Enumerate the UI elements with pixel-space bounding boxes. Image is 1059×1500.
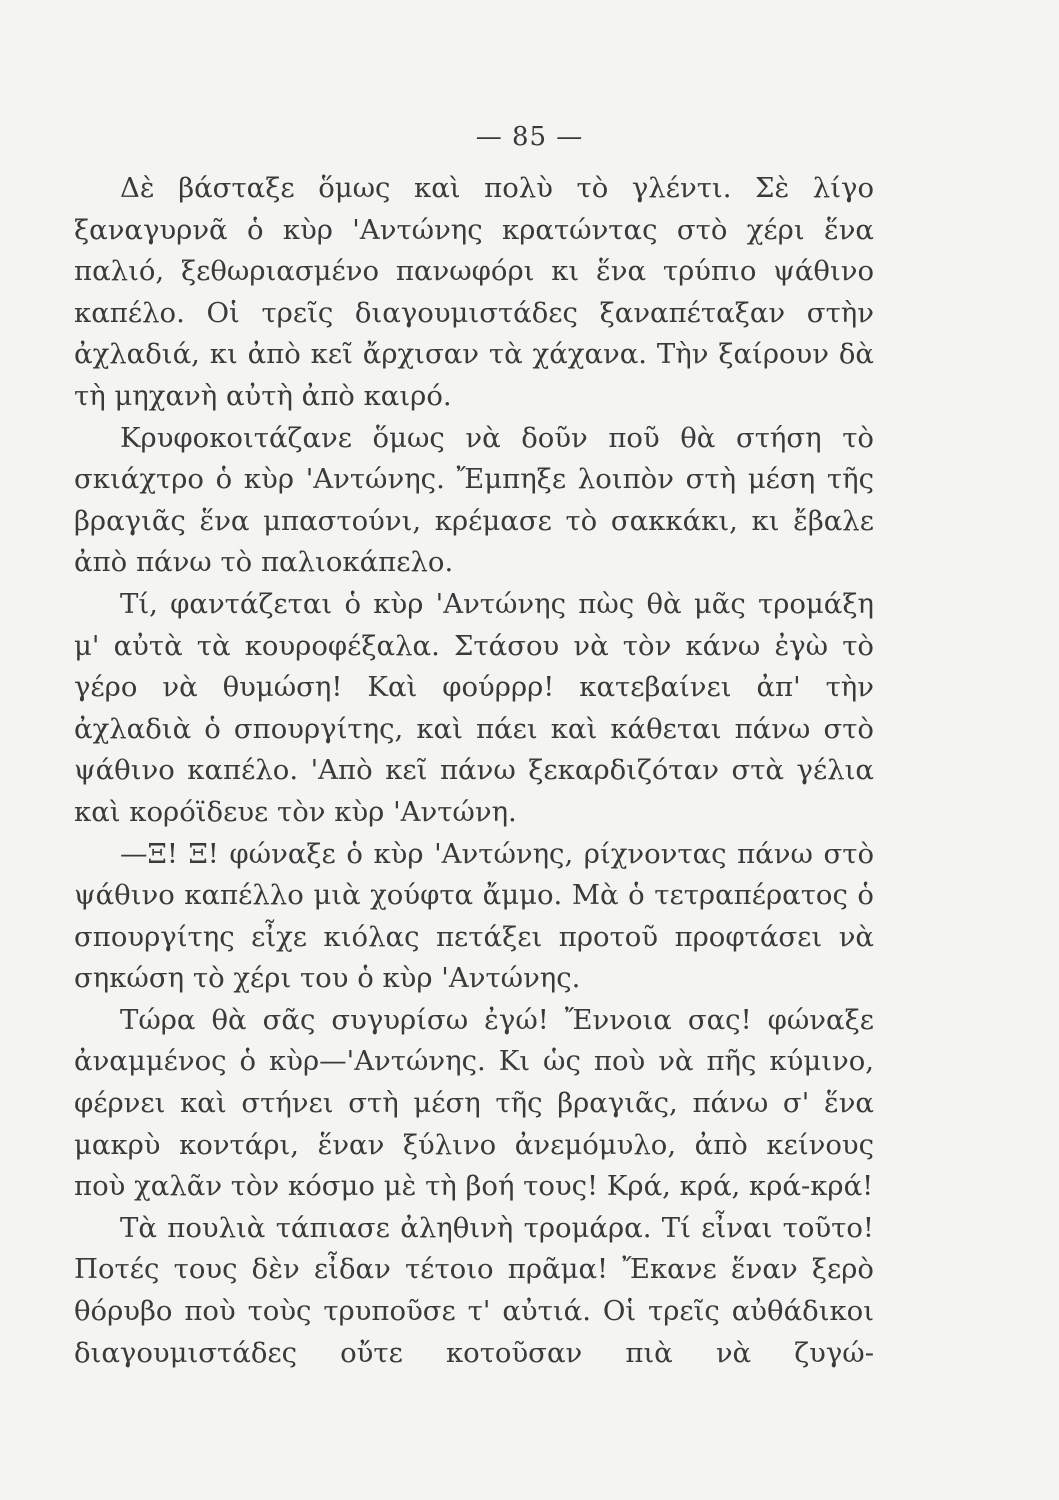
paragraph: Τί, φαντάζεται ὁ κὺρ 'Αντώνης πὼς θὰ μᾶς τρομάξη μ' αὐτὰ τὰ κουροφέξαλα. Στάσου νὰ τὸν κάνω ἐγὼ τὸ γέρο νὰ θυμώση! Καὶ φούρρρ! κατεβαίνει ἀπ' τὴν ἀχλαδιὰ ὁ σπουργίτης, καὶ πάει καὶ κάθεται πάνω στὸ ψάθινο καπέλο. 'Απὸ κεῖ πάνω ξεκαρδιζόταν στὰ γέλια καὶ κορόϊδευε τὸν κὺρ 'Αντώνη. [74, 587, 874, 828]
text-block [74, 168, 874, 1374]
paragraph: Κρυφοκοιτάζανε ὅμως νὰ δοῦν ποῦ θὰ στήση τὸ σκιάχτρο ὁ κὺρ 'Αντώνης. Ἔμπηξε λοιπὸν στὴ μέση τῆς βραγιᾶς ἕνα μπαστούνι, κρέμασε τὸ σακκάκι, κι ἔβαλε ἀπὸ πάνω τὸ παλιοκάπελο. [74, 421, 874, 579]
paragraph: Τώρα θὰ σᾶς συγυρίσω ἐγώ! Ἔννοια σας! φώναξε ἀναμμένος ὁ κὺρ—'Αντώνης. Κι ὡς ποὺ νὰ πῆς κύμινο, φέρνει καὶ στήνει στὴ μέση τῆς βραγιᾶς, πάνω σ' ἕνα μακρὺ κοντάρι, ἕναν ξύλινο ἀνεμόμυλο, ἀπὸ κείνους ποὺ χαλᾶν τὸν κόσμο μὲ τὴ βοή τους! Κρά, κρά, κρά-κρά! [74, 1003, 874, 1203]
paragraph: —Ξ! Ξ! φώναξε ὁ κὺρ 'Αντώνης, ρίχνοντας πάνω στὸ ψάθινο καπέλλο μιὰ χούφτα ἄμμο. Μὰ ὁ τετραπέρατος ὁ σπουργίτης εἶχε κιόλας πετάξει προτοῦ προφτάσει νὰ σηκώση τὸ χέρι του ὁ κὺρ 'Αντώνης. [74, 837, 874, 995]
paragraph: Δὲ βάσταξε ὅμως καὶ πολὺ τὸ γλέντι. Σὲ λίγο ξαναγυρνᾶ ὁ κὺρ 'Αντώνης κρατώντας στὸ χέρι ἕνα παλιό, ξεθωριασμένο πανωφόρι κι ἕνα τρύπιο ψάθινο καπέλο. Οἱ τρεῖς διαγουμιστάδες ξαναπέταξαν στὴν ἀχλαδιά, κι ἀπὸ κεῖ ἄρχισαν τὰ χάχανα. Τὴν ξαίρουν δὰ τὴ μηχανὴ αὐτὴ ἀπὸ καιρό. [74, 172, 874, 412]
paragraph: Τὰ πουλιὰ τάπιασε ἀληθινὴ τρομάρα. Τί εἶναι τοῦτο! Ποτές τους δὲν εἶδαν τέτοιο πρᾶμα! Ἔκανε ἕναν ξερὸ θόρυβο ποὺ τοὺς τρυποῦσε τ' αὐτιά. Οἱ τρεῖς αὐθάδικοι διαγουμιστάδες οὔτε κοτοῦσαν πιὰ νὰ ζυγώ- [74, 1211, 874, 1369]
page-number: — 85 — [475, 122, 584, 152]
